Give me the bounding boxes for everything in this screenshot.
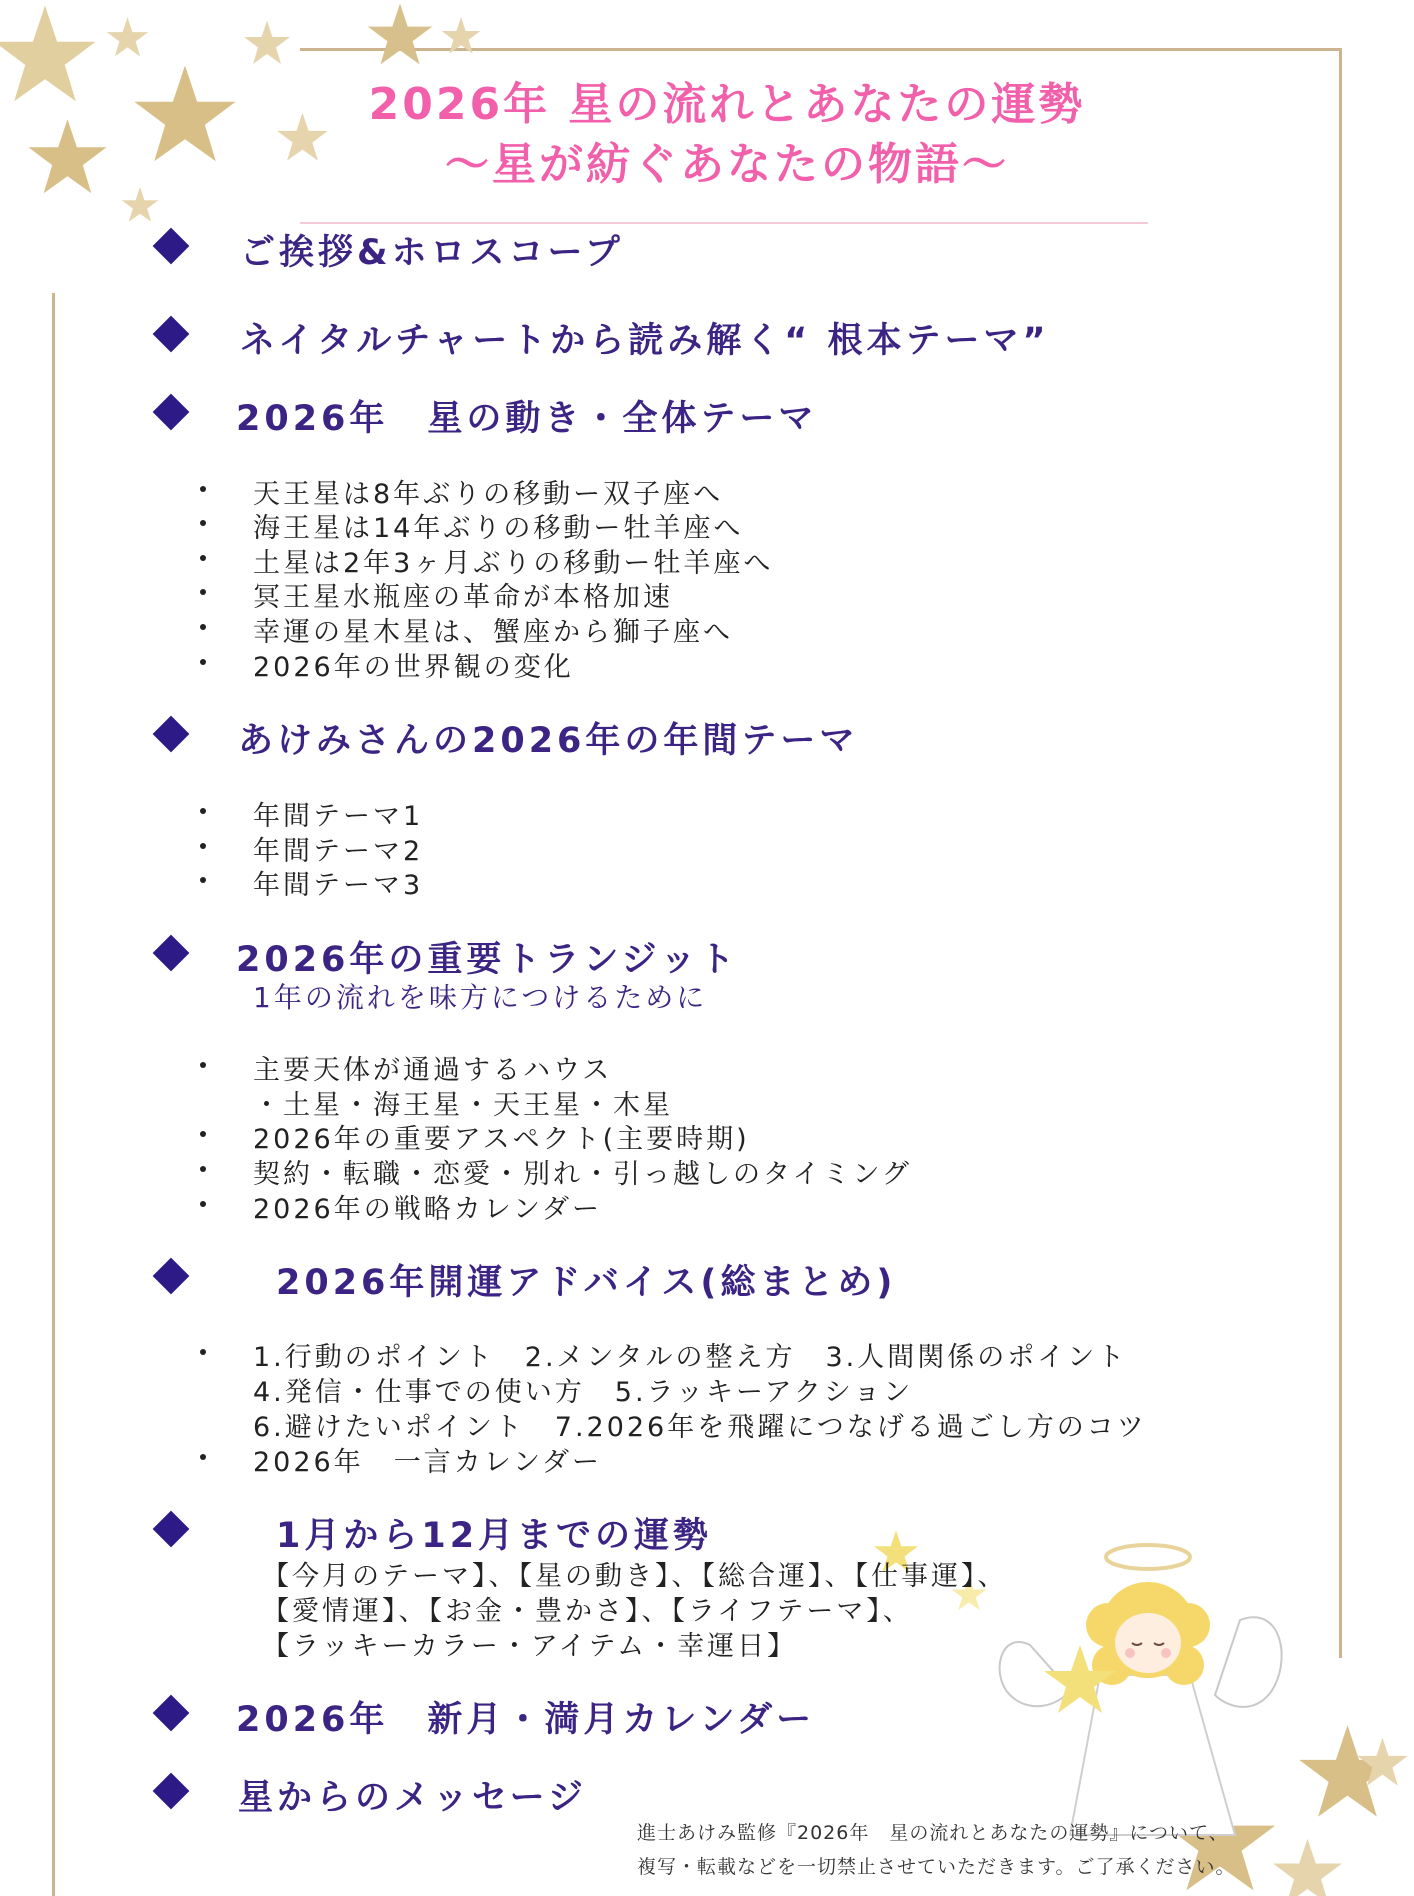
frame-right-border: [1339, 48, 1342, 1658]
diamond-bullet-icon: [153, 316, 190, 353]
list-item-continuation: 4.発信・仕事での使い方 5.ラッキーアクション: [253, 1377, 914, 1408]
diamond-bullet-icon: [153, 935, 190, 972]
page-subtitle: 〜星が紡ぐあなたの物語〜: [445, 139, 1009, 190]
list-item-continuation: ・土星・海王星・天王星・木星: [253, 1090, 673, 1121]
star-icon: [1355, 1735, 1410, 1790]
diamond-bullet-icon: [153, 394, 190, 431]
star-icon: [440, 15, 482, 57]
monthly-item: 【ラッキーカラー・アイテム・幸運日】: [262, 1631, 798, 1662]
diamond-bullet-icon: [153, 716, 190, 753]
monthly-item: 【今月のテーマ】、【星の動き】、【総合運】、【仕事運】、: [262, 1561, 1008, 1592]
diamond-bullet-icon: [153, 228, 190, 265]
star-icon: [365, 0, 435, 70]
diamond-bullet-icon: [153, 1773, 190, 1810]
title-divider: [300, 222, 1148, 224]
diamond-bullet-icon: [153, 1258, 190, 1295]
page-title: 2026年 星の流れとあなたの運勢: [368, 79, 1086, 130]
angel-illustration: [990, 1525, 1290, 1855]
section-subheading: 1年の流れを味方につけるために: [253, 981, 708, 1014]
copyright-notice-line2: 複写・転載などを一切禁止させていただきます。ご了承ください。: [637, 1856, 1236, 1878]
monthly-item: 【愛情運】、【お金・豊かさ】、【ライフテーマ】、: [262, 1596, 913, 1627]
diamond-bullet-icon: [153, 1511, 190, 1548]
diamond-bullet-icon: [153, 1695, 190, 1732]
star-icon: [105, 15, 150, 60]
frame-left-border: [52, 293, 55, 1896]
star-icon: [242, 18, 292, 68]
list-item-continuation: 6.避けたいポイント 7.2026年を飛躍につなげる過ごし方のコツ: [253, 1412, 1147, 1443]
copyright-notice-line1: 進士あけみ監修『2026年 星の流れとあなたの運勢』について、: [637, 1822, 1229, 1844]
